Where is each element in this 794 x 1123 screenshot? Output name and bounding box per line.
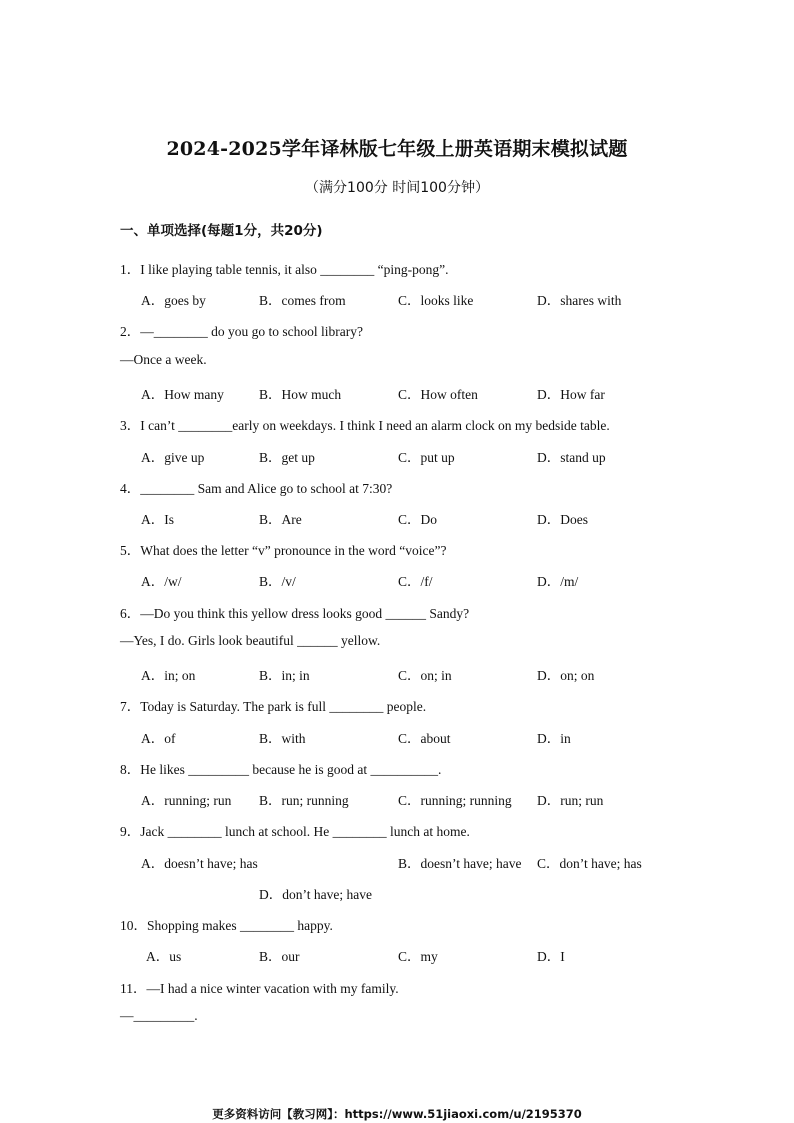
option-b: B．Are: [259, 512, 302, 527]
question-stem: 3．I can’t ________early on weekdays. I think I need an alarm clock on my bedside table.: [120, 418, 610, 433]
option-c: C．don’t have; has: [537, 856, 642, 871]
option-a: A．doesn’t have; has: [141, 856, 258, 871]
option-c: C．my: [398, 949, 438, 964]
page-title: 2024-2025学年译林版七年级上册英语期末模拟试题: [166, 138, 628, 160]
question-stem-line: —Once a week.: [120, 352, 207, 367]
option-a: A．How many: [141, 387, 224, 402]
option-c: C．put up: [398, 450, 455, 465]
option-c: C．running; running: [398, 793, 512, 808]
option-c: C．looks like: [398, 293, 474, 308]
option-d: D．on; on: [537, 668, 595, 683]
option-d: D．stand up: [537, 450, 606, 465]
option-b: B．How much: [259, 387, 342, 402]
question-stem-line: —_________.: [120, 1008, 198, 1023]
exam-info: （满分100分 时间100分钟）: [305, 180, 489, 196]
question-stem: 8．He likes _________ because he is good at __________.: [120, 762, 442, 777]
option-d: D．don’t have; have: [259, 887, 372, 902]
option-a: A．in; on: [141, 668, 196, 683]
footer-link[interactable]: 更多资料访问【教习网】：https://www.51jiaoxi.com/u/2195370: [212, 1107, 582, 1121]
option-b: B．comes from: [259, 293, 346, 308]
option-b: B．in; in: [259, 668, 310, 683]
option-d: D．run; run: [537, 793, 604, 808]
option-b: B．get up: [259, 450, 315, 465]
option-b: B．doesn’t have; have: [398, 856, 522, 871]
option-a: A．give up: [141, 450, 205, 465]
option-b: B．/v/: [259, 574, 296, 589]
option-a: A．Is: [141, 512, 174, 527]
option-c: C．Do: [398, 512, 438, 527]
option-d: D．I: [537, 949, 565, 964]
option-b: B．with: [259, 731, 306, 746]
option-a: A．goes by: [141, 293, 206, 308]
option-c: C．/f/: [398, 574, 433, 589]
question-stem: 7．Today is Saturday. The park is full ________ people.: [120, 699, 427, 714]
question-stem: 5．What does the letter “v” pronounce in the word “voice”?: [120, 543, 447, 558]
question-stem: 1．I like playing table tennis, it also ________ “ping-pong”.: [120, 262, 449, 277]
option-a: A．running; run: [141, 793, 232, 808]
option-a: A．of: [141, 731, 176, 746]
option-d: D．/m/: [537, 574, 579, 589]
option-a: A．/w/: [141, 574, 182, 589]
option-d: D．shares with: [537, 293, 622, 308]
option-a: A．us: [146, 949, 182, 964]
question-stem: 2．—________ do you go to school library?: [120, 324, 363, 339]
question-stem: 11．—I had a nice winter vacation with my family.: [120, 981, 399, 996]
option-c: C．on; in: [398, 668, 452, 683]
question-stem: 6．—Do you think this yellow dress looks good ______ Sandy?: [120, 606, 470, 621]
question-stem: 4．________ Sam and Alice go to school at 7:30?: [120, 481, 393, 496]
option-d: D．in: [537, 731, 571, 746]
option-c: C．How often: [398, 387, 478, 402]
option-b: B．run; running: [259, 793, 349, 808]
option-d: D．Does: [537, 512, 588, 527]
question-stem: 9．Jack ________ lunch at school. He ________ lunch at home.: [120, 824, 470, 839]
option-c: C．about: [398, 731, 451, 746]
section-heading: 一、单项选择(每题1分，共20分): [120, 223, 323, 239]
option-b: B．our: [259, 949, 300, 964]
option-d: D．How far: [537, 387, 605, 402]
question-stem-line: —Yes, I do. Girls look beautiful ______ yellow.: [120, 633, 381, 648]
question-stem: 10．Shopping makes ________ happy.: [120, 918, 333, 933]
